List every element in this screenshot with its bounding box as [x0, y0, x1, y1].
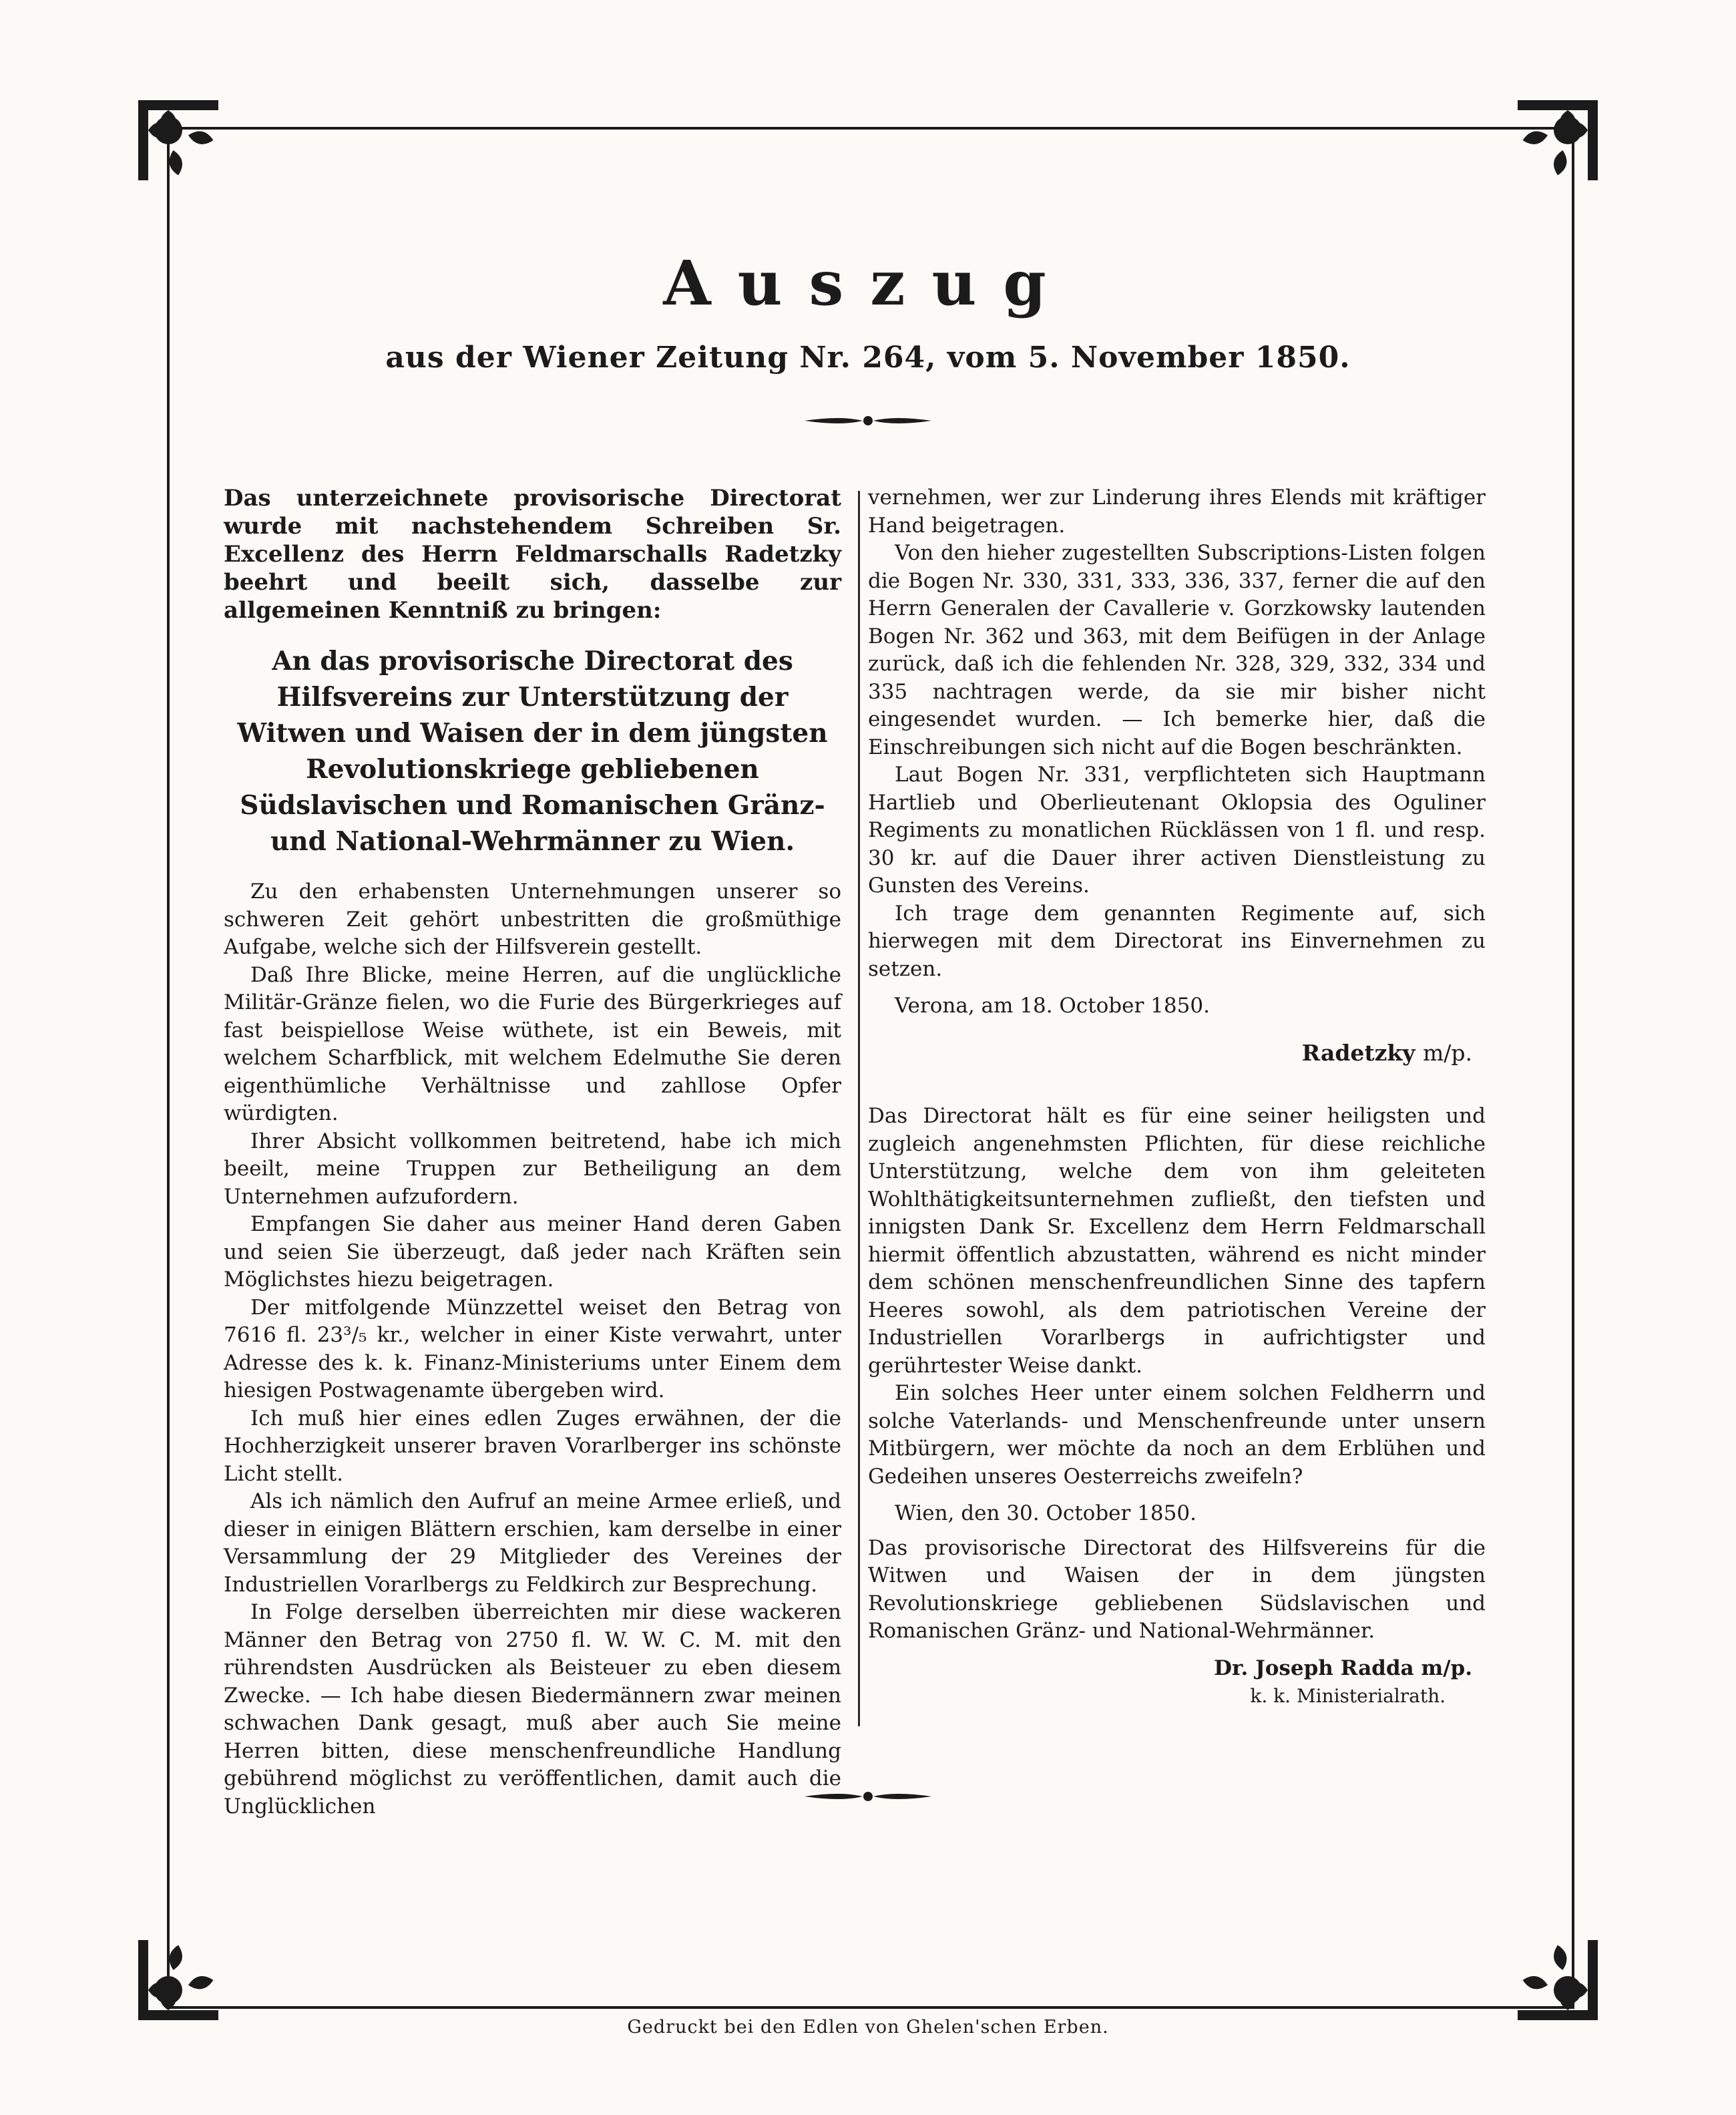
signature-radetzky	[868, 1039, 1486, 1067]
intro-paragraph: Das unterzeichnete provisorische Directorat wurde mit nachstehendem Schreiben Sr. Excellenz des Herrn Feldmarschalls Radetzky beehrt und beeilt sich, dasselbe zur allgemeinen Kenntniß zu bringen:	[224, 485, 841, 624]
signature-suffix: m/p.	[1422, 1039, 1472, 1066]
signatory-name: Dr. Joseph Radda m/p.	[1214, 1656, 1472, 1680]
signatory-title: k. k. Ministerialrath.	[1250, 1685, 1446, 1707]
letter-paragraph: vernehmen, wer zur Linderung ihres Elends mit kräftiger Hand beigetragen.	[868, 486, 1486, 538]
corner-ornament-icon	[128, 1930, 228, 2030]
divider-ornament-icon	[801, 407, 935, 434]
letter-paragraph: In Folge derselben überreichten mir diese wackeren Männer den Betrag von 2750 fl. W. W. C. M. mit den rührendsten Ausdrücken als Beisteuer zu eben diesem Zwecke. — Ich habe diesen Biedermännern zwar meinen schwachen Dank gesagt, muß aber auch Sie meine Herren bitten, diese menschenfreundliche Handlung gebührend möglichst zu veröffentlichen, damit auch die Unglücklichen	[224, 1600, 841, 1818]
letter-paragraph: Ich muß hier eines edlen Zuges erwähnen, der die Hochherzigkeit unserer braven Vorarlberger ins schönste Licht stellt.	[224, 1406, 841, 1486]
letter-paragraph: Ich trage dem genannten Regimente auf, sich hierwegen mit dem Directorat ins Einvernehmen zu setzen.	[868, 901, 1486, 981]
column-divider	[858, 491, 860, 1726]
document-title: Auszug	[663, 247, 1073, 319]
document-subtitle: aus der Wiener Zeitung Nr. 264, vom 5. November 1850.	[385, 341, 1351, 375]
date-verona: Verona, am 18. October 1850.	[895, 994, 1210, 1018]
printer-footer: Gedruckt bei den Edlen von Ghelen'schen Erben.	[627, 2017, 1109, 2038]
letter-paragraph: Empfangen Sie daher aus meiner Hand deren Gaben und seien Sie überzeugt, daß jeder nach Kräften sein Möglichstes hiezu beigetragen.	[224, 1212, 841, 1292]
right-column	[868, 484, 1486, 1733]
letter-paragraph: Zu den erhabensten Unternehmungen unserer so schweren Zeit gehört unbestritten die großmüthige Aufgabe, welche sich der Hilfsverein gestellt.	[224, 880, 841, 959]
signatory-block: Das provisorische Directorat des Hilfsvereins für die Witwen und Waisen der in dem jüngsten Revolutionskriege gebliebenen Südslavischen und Romanischen Gränz- und National-Wehrmänner.	[868, 1535, 1486, 1643]
letter-address: An das provisorische Directorat des Hilfsvereins zur Unterstützung der Witwen und Waisen der in dem jüngsten Revolutionskriege gebliebenen Südslavischen und Romanischen Gränz- und National-Wehrmänner zu Wien.	[237, 646, 828, 857]
letter-paragraph: Daß Ihre Blicke, meine Herren, auf die unglückliche Militär-Gränze fielen, wo die Furie des Bürgerkrieges auf fast beispiellose Weise wüthete, ist ein Beweis, mit welchem Scharfblick, mit welchem Edelmuthe Sie deren eigenthümliche Verhältnisse und zahllose Opfer würdigten.	[224, 962, 841, 1125]
signature-name: Radetzky	[1301, 1039, 1416, 1066]
corner-ornament-icon	[128, 90, 228, 190]
closing-paragraph: Das Directorat hält es für eine seiner heiligsten und zugleich angenehmsten Pflichten, für diese reichliche Unterstützung, welche dem von ihm geleiteten Wohlthätigkeitsunternehmen zufließt, den tiefsten und innigsten Dank Sr. Excellenz dem Herrn Feldmarschall hiermit öffentlich abzustatten, während es nicht minder dem schönen menschenfreundlichen Sinne des tapfern Heeres sowohl, als dem patriotischen Vereine der Industriellen Vorarlbergs in aufrichtigster und gerührtester Weise dankt.	[868, 1104, 1486, 1378]
left-column	[224, 484, 841, 1818]
letter-paragraph: Ihrer Absicht vollkommen beitretend, habe ich mich beeilt, meine Truppen zur Betheiligung an dem Unternehmen aufzufordern.	[224, 1129, 841, 1209]
corner-ornament-icon	[1508, 1930, 1608, 2030]
closing-paragraph: Ein solches Heer unter einem solchen Feldherrn und solche Vaterlands- und Menschenfreunde unter unsern Mitbürgern, wer möchte da noch an dem Erblühen und Gedeihen unseres Oesterreichs zweifeln?	[868, 1381, 1486, 1489]
date-wien: Wien, den 30. October 1850.	[895, 1501, 1197, 1525]
letter-paragraph: Der mitfolgende Münzzettel weiset den Betrag von 7616 fl. 23³/₅ kr., welcher in einer Kiste verwahrt, unter Adresse des k. k. Finanz-Ministeriums unter Einem dem hiesigen Postwagenamte übergeben wird.	[224, 1295, 841, 1402]
divider-ornament-icon	[801, 1783, 935, 1810]
letter-paragraph: Von den hieher zugestellten Subscriptions-Listen folgen die Bogen Nr. 330, 331, 333, 336, 337, ferner die auf den Herrn Generalen der Cavallerie v. Gorzkowsky lautenden Bogen Nr. 362 und 363, mit dem Beifügen in der Anlage zurück, daß ich die fehlenden Nr. 328, 329, 332, 334 und 335 nachtragen werde, da sie mir bisher nicht eingesendet wurden. — Ich bemerke hier, daß die Einschreibungen sich nicht auf die Bogen beschränkten.	[868, 541, 1486, 759]
corner-ornament-icon	[1508, 90, 1608, 190]
letter-paragraph: Laut Bogen Nr. 331, verpflichteten sich Hauptmann Hartlieb und Oberlieutenant Oklopsia des Oguliner Regiments zu monatlichen Rücklässen von 1 fl. und resp. 30 kr. auf die Dauer ihrer activen Dienstleistung zu Gunsten des Vereins.	[868, 763, 1486, 898]
letter-paragraph: Als ich nämlich den Aufruf an meine Armee erließ, und dieser in einigen Blättern erschien, kam derselbe in einer Versammlung der 29 Mitglieder des Vereines der Industriellen Vorarlbergs zu Feldkirch zur Besprechung.	[224, 1489, 841, 1597]
